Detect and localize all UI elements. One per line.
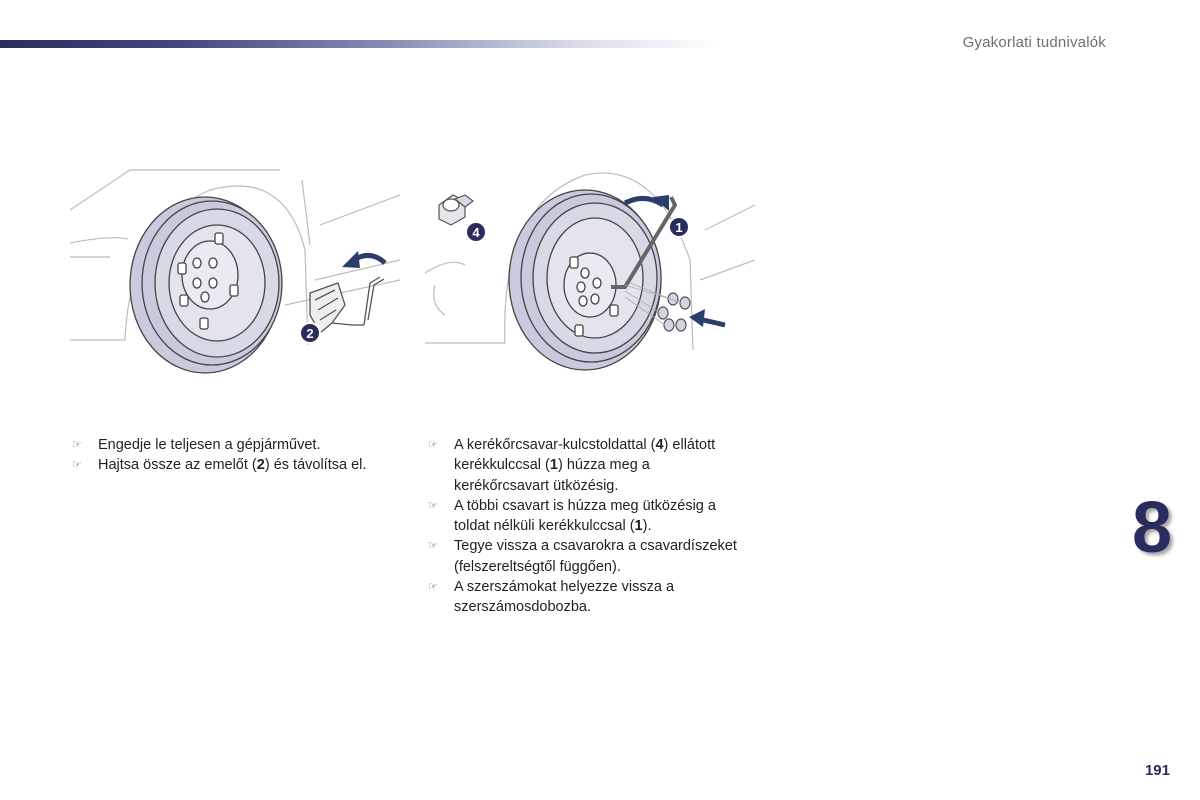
wheel	[130, 197, 282, 373]
step-item	[428, 496, 748, 537]
pointing-hand-icon: ☞	[72, 459, 82, 472]
callout-jack-label: 2	[306, 326, 314, 341]
illustration-tighten-bolts	[425, 165, 755, 385]
left-instructions	[72, 435, 402, 476]
step-text: A szerszámokat helyezze vissza a szerszámosdobozba.	[454, 579, 675, 616]
bolt-trims	[658, 293, 690, 331]
section-title: Gyakorlati tudnivalók	[962, 34, 1106, 51]
reference-number: 2	[256, 457, 265, 474]
step-text: ).	[642, 518, 652, 535]
step-text: Tegye vissza a csavarokra a csavardíszeket (felszereltségtől függően).	[454, 538, 737, 575]
reference-number: 1	[634, 518, 643, 535]
reference-number: 1	[549, 457, 558, 474]
header-gradient-bar	[0, 40, 720, 48]
adapter	[439, 195, 473, 225]
callout-2	[300, 323, 320, 343]
step-text: Hajtsa össze az emelőt (	[98, 457, 257, 474]
fit-trims-arrow	[689, 309, 725, 327]
wheel-jack-drawing	[70, 165, 400, 385]
step-item	[428, 435, 748, 496]
step-item	[428, 577, 748, 618]
step-text: Engedje le teljesen a gépjárművet.	[98, 437, 321, 453]
step-item	[72, 455, 402, 475]
pointing-hand-icon: ☞	[428, 581, 438, 594]
step-text: ) húzza meg a kerékőrcsavart ütközésig.	[454, 457, 650, 494]
step-item	[428, 536, 748, 577]
pointing-hand-icon: ☞	[428, 499, 438, 512]
right-step-list	[428, 435, 748, 618]
reference-number: 4	[655, 437, 664, 453]
chapter-number: 8	[1131, 488, 1172, 568]
step-text: A többi csavart is húzza meg ütközésig a toldat nélküli kerékkulccsal (	[454, 497, 716, 535]
pointing-hand-icon: ☞	[428, 439, 438, 451]
callout-4	[466, 222, 486, 242]
pointing-hand-icon: ☞	[428, 540, 438, 553]
page-number: 191	[1144, 762, 1170, 779]
step-text: ) és távolítsa el.	[264, 457, 367, 474]
step-text: ) ellátott kerékkulccsal (	[454, 437, 716, 474]
callout-1	[669, 217, 689, 237]
right-instructions	[428, 435, 748, 618]
pointing-hand-icon: ☞	[72, 439, 82, 451]
callout-adapter-label: 4	[472, 225, 480, 240]
wheel-bolts-drawing	[425, 165, 755, 385]
left-step-list	[72, 435, 402, 476]
step-item	[72, 435, 402, 455]
callout-key-label: 1	[675, 220, 683, 235]
step-text: A kerékőrcsavar-kulcstoldattal (	[454, 437, 656, 453]
illustration-lower-jack	[70, 165, 400, 385]
wheel	[509, 190, 661, 370]
